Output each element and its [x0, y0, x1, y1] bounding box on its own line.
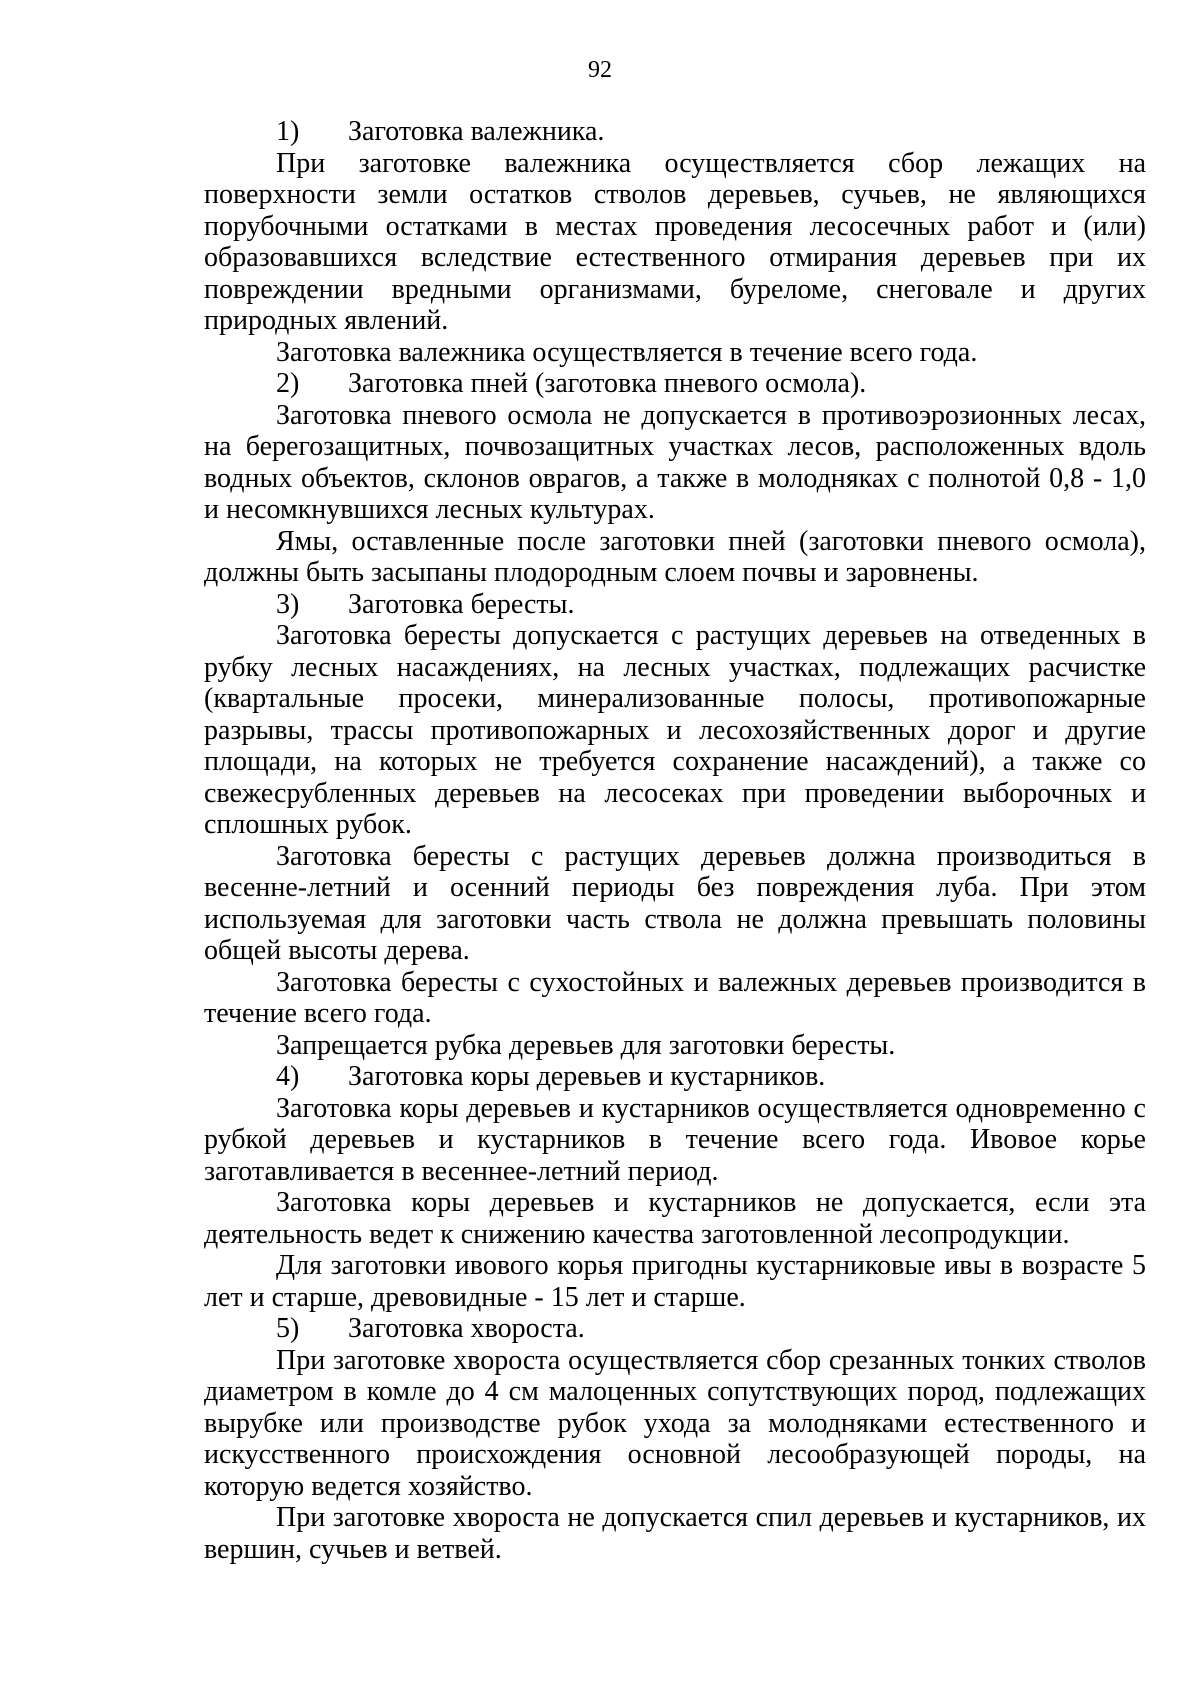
paragraph: Заготовка бересты с растущих деревьев должна производиться в весенне-летний и осенний периоды без повреждения луба. При этом используемая для заготовки часть ствола не должна превышать половины общей высоты дерева. [204, 840, 1146, 966]
paragraph: Заготовка бересты допускается с растущих деревьев на отведенных в рубку лесных насаждениях, на лесных участках, подлежащих расчистке (квартальные просеки, минерализованные полосы, противопожарные разрывы, трассы противопожарных и лесохозяйственных дорог и другие площади, на которых не требуется сохранение насаждений), а также со свежесрубленных деревьев на лесосеках при проведении выборочных и сплошных рубок. [204, 620, 1146, 840]
list-item-title: Заготовка валежника. [348, 116, 605, 147]
list-item-title: Заготовка коры деревьев и кустарников. [348, 1061, 826, 1092]
list-item-number: 2) [276, 368, 300, 399]
list-item-title: Заготовка бересты. [348, 588, 575, 620]
paragraph: Для заготовки ивового корья пригодны кустарниковые ивы в возрасте 5 лет и старше, древовидные - 15 лет и старше. [204, 1250, 1146, 1313]
list-item-heading [204, 368, 1146, 400]
document-body [204, 116, 1146, 1565]
list-item-number: 3) [276, 588, 300, 620]
list-item-heading [204, 1313, 1146, 1345]
paragraph: Заготовка коры деревьев и кустарников не допускается, если эта деятельность ведет к снижению качества заготовленной лесопродукции. [204, 1187, 1146, 1250]
list-item-heading [204, 589, 1146, 621]
paragraph: Заготовка коры деревьев и кустарников осуществляется одновременно с рубкой деревьев и кустарников в течение всего года. Ивовое корье заготавливается в весеннее-летний период. [204, 1092, 1146, 1187]
paragraph: При заготовке хвороста осуществляется сбор срезанных тонких стволов диаметром в комле до 4 см малоценных сопутствующих пород, подлежащих вырубке или производстве рубок ухода за молодняками естественного и искусственного происхождения основной лесообразующей породы, на которую ведется хозяйство. [204, 1344, 1146, 1502]
paragraph: При заготовке хвороста не допускается спил деревьев и кустарников, их вершин, сучьев и ветвей. [204, 1502, 1146, 1565]
list-item-number: 4) [276, 1061, 300, 1092]
list-item-number: 1) [276, 116, 300, 147]
page-number: 92 [588, 57, 612, 83]
list-item-number: 5) [276, 1313, 300, 1344]
list-item-heading [204, 1061, 1146, 1093]
paragraph: Ямы, оставленные после заготовки пней (заготовки пневого осмола), должны быть засыпаны плодородным слоем почвы и заровнены. [204, 525, 1146, 588]
paragraph: При заготовке валежника осуществляется сбор лежащих на поверхности земли остатков стволов деревьев, сучьев, не являющихся порубочными остатками в местах проведения лесосечных работ и (или) образовавшихся вследствие естественного отмирания деревьев при их повреждении вредными организмами, буреломе, снеговале и других природных явлений. [204, 147, 1146, 336]
paragraph: Заготовка бересты с сухостойных и валежных деревьев производится в течение всего года. [204, 966, 1146, 1029]
list-item-heading [204, 116, 1146, 148]
paragraph: Запрещается рубка деревьев для заготовки бересты. [276, 1029, 896, 1061]
list-item-title: Заготовка пней (заготовка пневого осмола). [348, 368, 867, 399]
list-item-title: Заготовка хвороста. [348, 1313, 585, 1344]
paragraph: Заготовка пневого осмола не допускается в противоэрозионных лесах, на берегозащитных, почвозащитных участках лесов, расположенных вдоль водных объектов, склонов оврагов, а также в молодняках с полнотой 0,8 - 1,0 и несомкнувшихся лесных культурах. [204, 399, 1146, 525]
paragraph: Заготовка валежника осуществляется в течение всего года. [276, 336, 978, 368]
